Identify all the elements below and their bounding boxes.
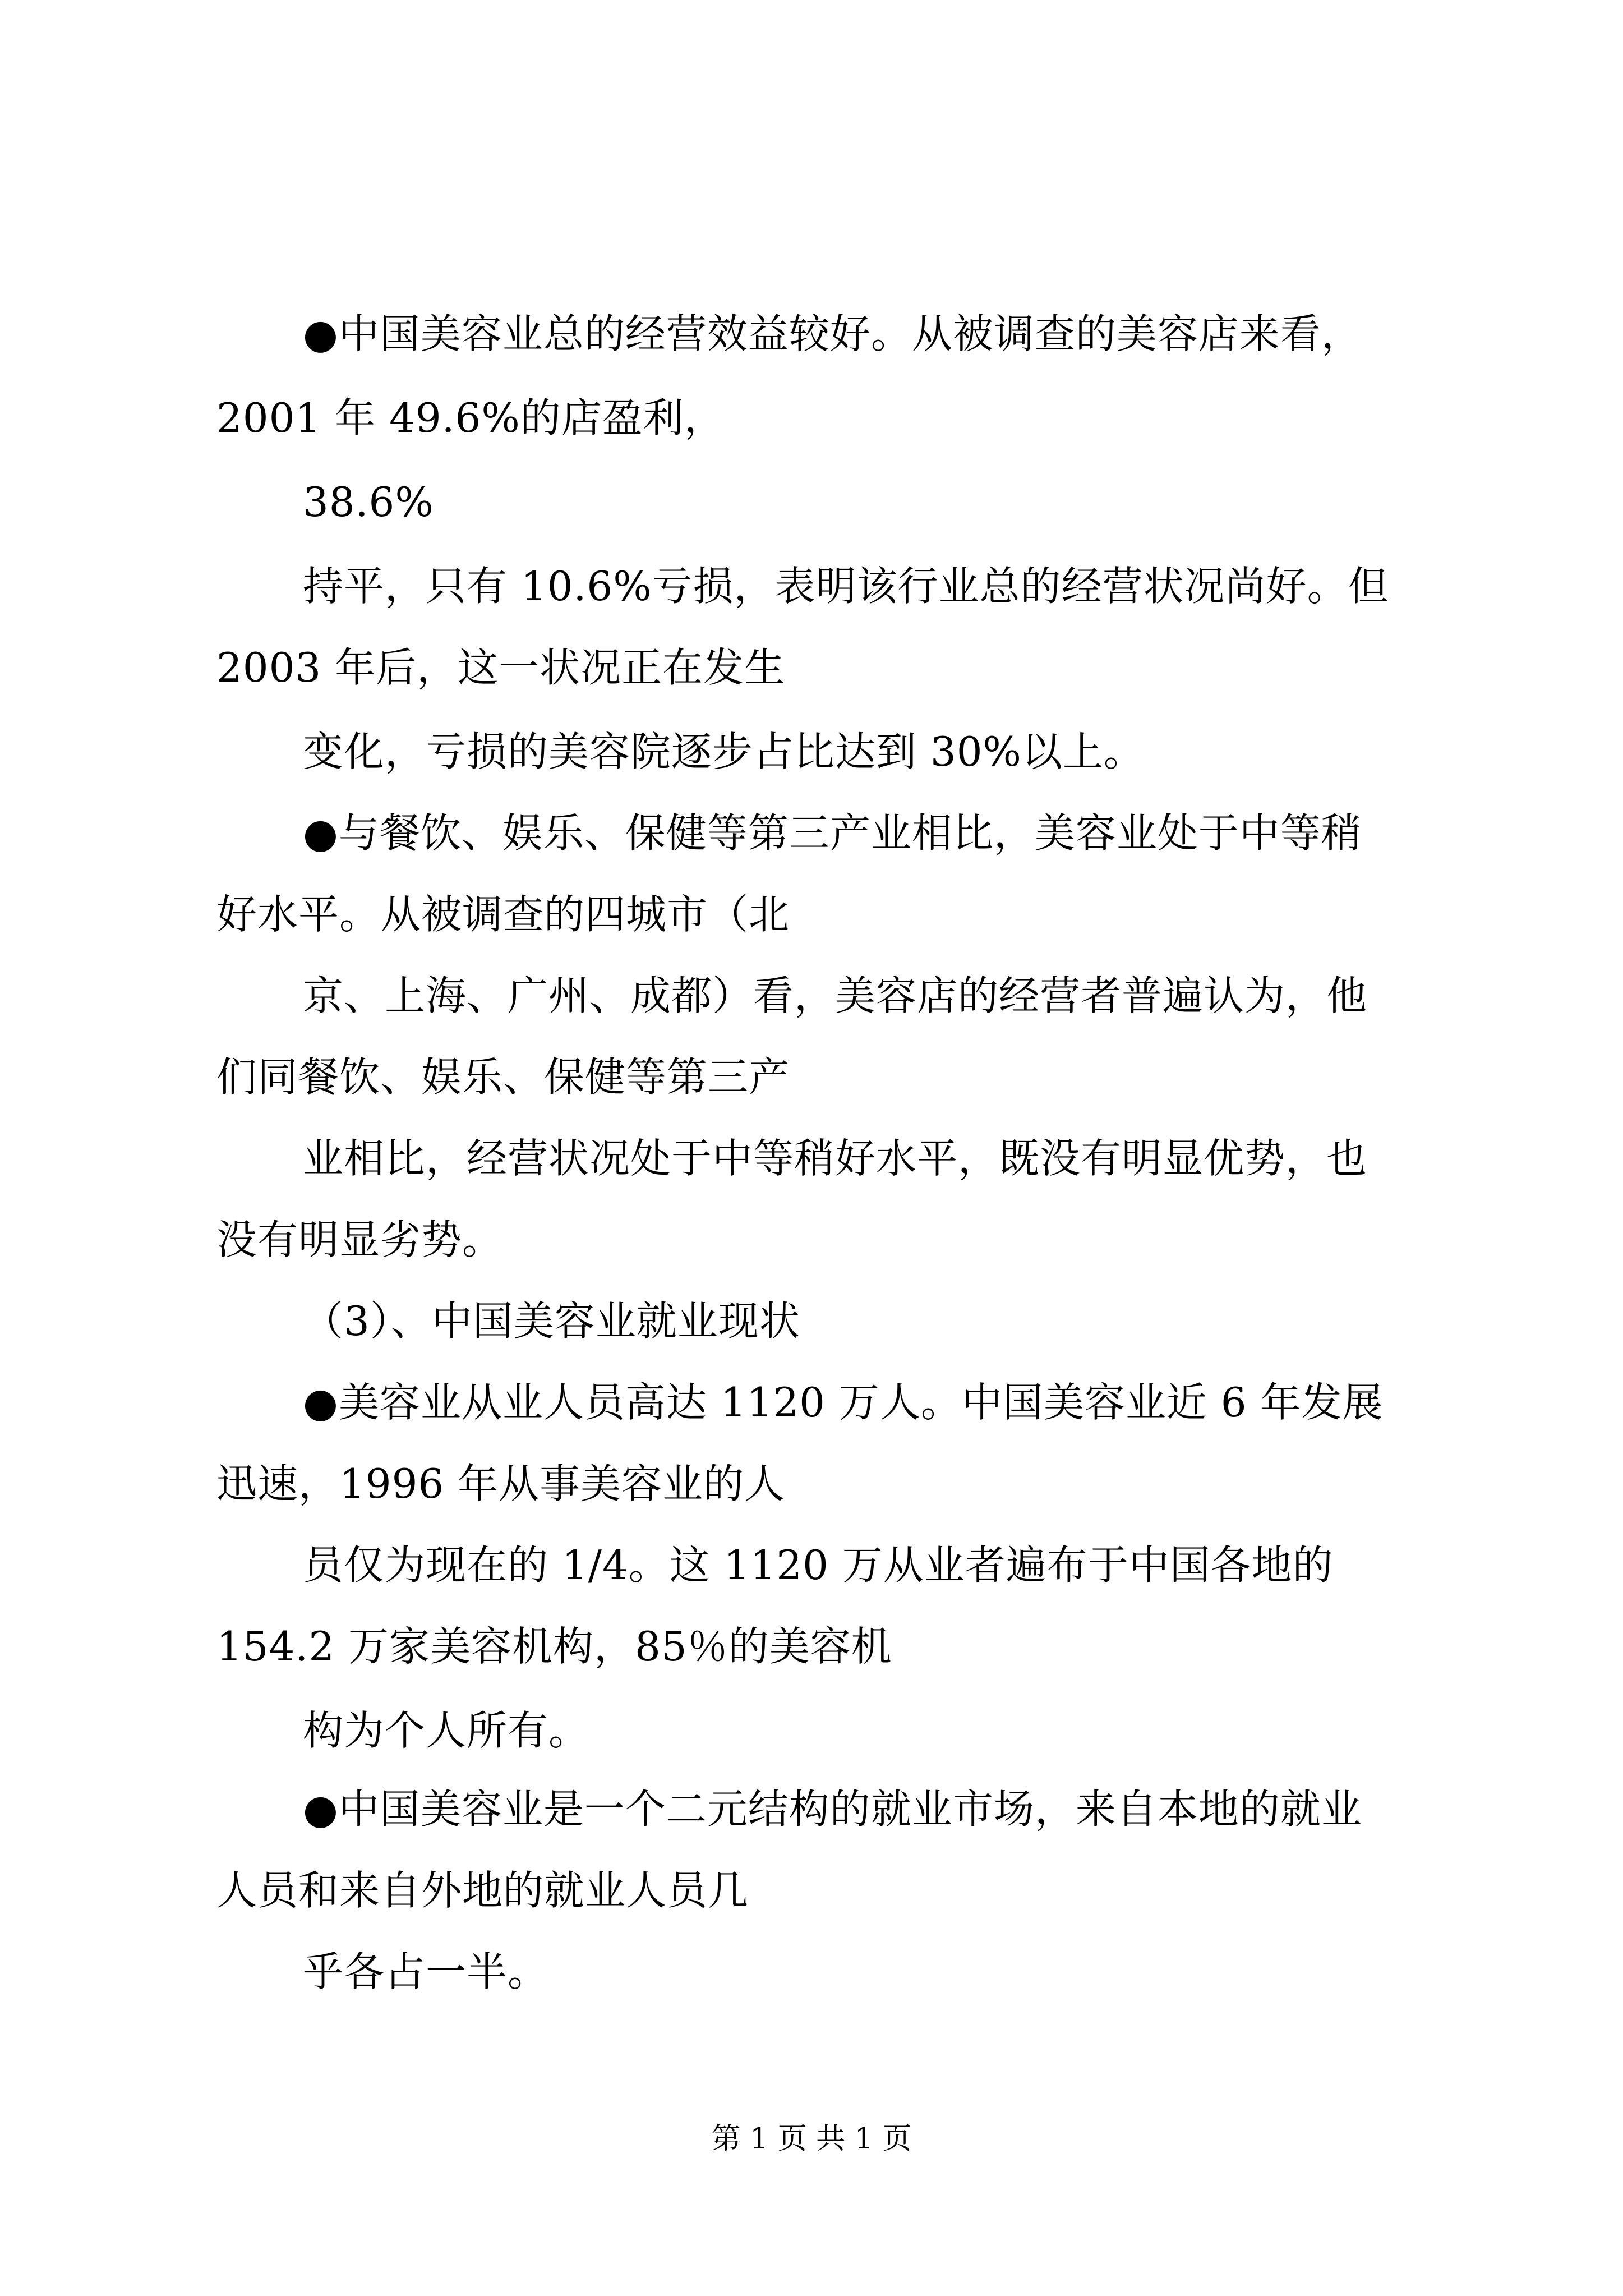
paragraph-line: 们同餐饮、娱乐、保健等第三产 xyxy=(216,1053,790,1101)
paragraph-line: 2003 年后，这一状况正在发生 xyxy=(216,644,786,691)
paragraph-line: ●中国美容业总的经营效益较好。从被调查的美容店来看， xyxy=(303,310,1362,357)
paragraph-line: 持平，只有 10.6%亏损，表明该行业总的经营状况尚好。但 xyxy=(303,563,1389,610)
paragraph-line: 2001 年 49.6%的店盈利， xyxy=(216,394,725,441)
paragraph-line: 乎各占一半。 xyxy=(303,1948,549,1995)
paragraph-line: 变化，亏损的美容院逐步占比达到 30%以上。 xyxy=(303,728,1145,775)
paragraph-line: 好水平。从被调查的四城市（北 xyxy=(216,891,790,938)
paragraph-line: 员仅为现在的 1/4。这 1120 万从业者遍布于中国各地的 xyxy=(303,1542,1334,1589)
page-footer: 第 1 页 共 1 页 xyxy=(711,2122,912,2156)
paragraph-line: ●中国美容业是一个二元结构的就业市场，来自本地的就业 xyxy=(303,1786,1362,1833)
paragraph-line: 迅速，1996 年从事美容业的人 xyxy=(216,1460,786,1507)
paragraph-line: 38.6% xyxy=(303,478,434,526)
paragraph-line: 没有明显劣势。 xyxy=(216,1216,504,1263)
section-heading: （3）、中国美容业就业现状 xyxy=(303,1297,800,1345)
paragraph-line: 业相比，经营状况处于中等稍好水平，既没有明显优势，也 xyxy=(303,1135,1368,1182)
paragraph-line: 人员和来自外地的就业人员几 xyxy=(216,1867,749,1914)
paragraph-line: 京、上海、广州、成都）看，美容店的经营者普遍认为，他 xyxy=(303,972,1368,1019)
paragraph-line: 154.2 万家美容机构，85％的美容机 xyxy=(216,1623,892,1670)
paragraph-line: 构为个人所有。 xyxy=(303,1707,590,1754)
paragraph-line: ●美容业从业人员高达 1120 万人。中国美容业近 6 年发展 xyxy=(303,1379,1384,1426)
paragraph-line: ●与餐饮、娱乐、保健等第三产业相比，美容业处于中等稍 xyxy=(303,809,1362,857)
